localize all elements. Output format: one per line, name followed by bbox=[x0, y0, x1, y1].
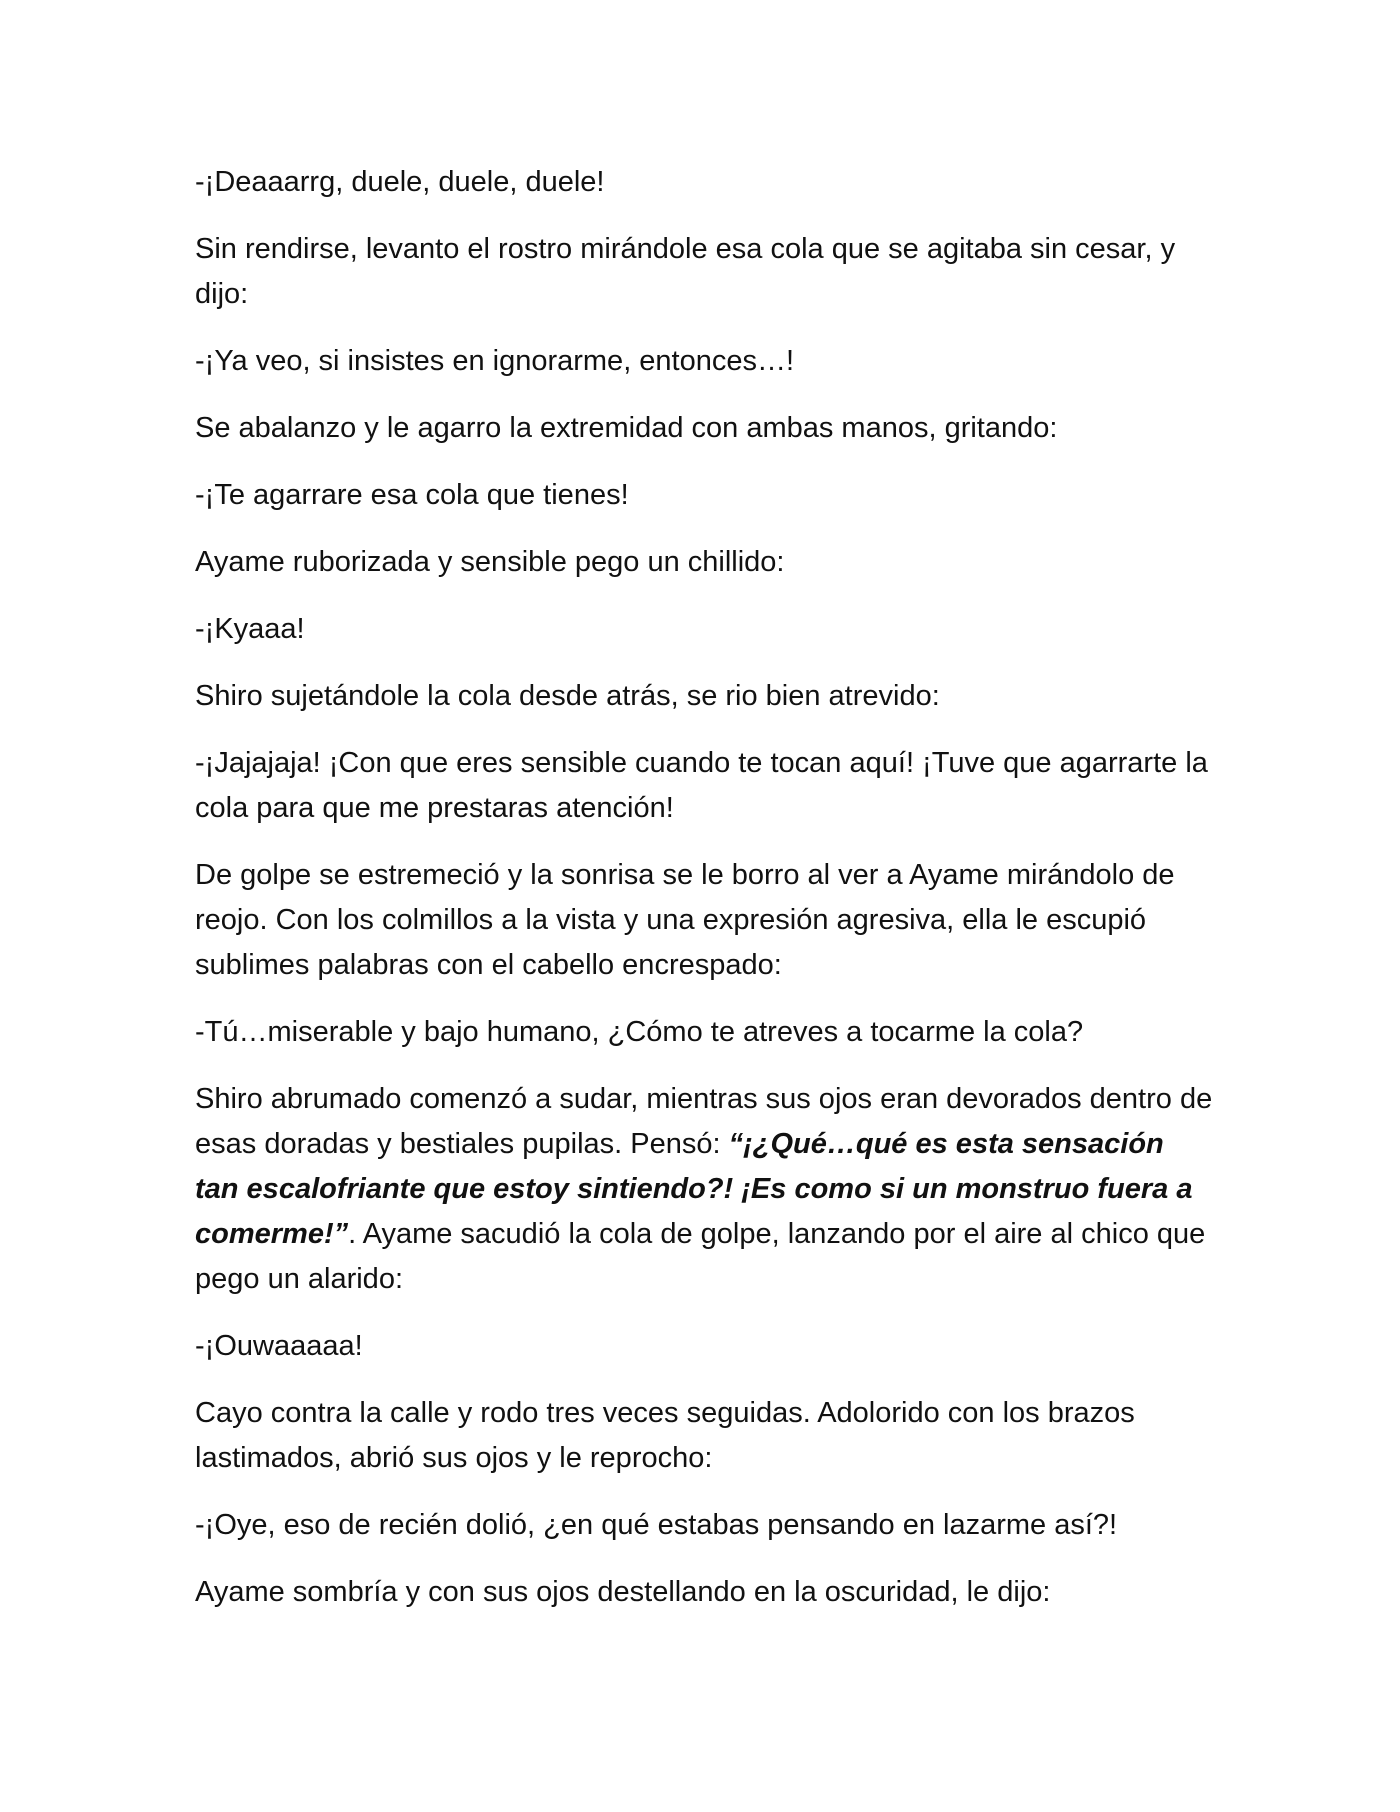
paragraph: -¡Kyaaa! bbox=[195, 613, 305, 645]
paragraph-text: . Ayame sacudió la cola de golpe, lanzando por el aire al chico que pego un alarido: bbox=[195, 1218, 1206, 1295]
paragraph: -Tú…miserable y bajo humano, ¿Cómo te atreves a tocarme la cola? bbox=[195, 1016, 1084, 1048]
paragraph: -¡Ya veo, si insistes en ignorarme, entonces…! bbox=[195, 345, 795, 377]
paragraph: Ayame ruborizada y sensible pego un chillido: bbox=[195, 546, 785, 578]
paragraph: Sin rendirse, levanto el rostro mirándole esa cola que se agitaba sin cesar, y dijo: bbox=[195, 233, 1176, 310]
document-body bbox=[195, 160, 1215, 1637]
paragraph: -¡Ouwaaaaa! bbox=[195, 1330, 363, 1362]
paragraph-text: Shiro abrumado comenzó a sudar, mientras sus ojos eran devorados dentro de esas doradas y bestiales pupilas. Pensó: bbox=[195, 1083, 1213, 1160]
paragraph: Ayame sombría y con sus ojos destellando en la oscuridad, le dijo: bbox=[195, 1576, 1051, 1608]
paragraph: -¡Deaaarrg, duele, duele, duele! bbox=[195, 166, 605, 198]
paragraph: Shiro sujetándole la cola desde atrás, se rio bien atrevido: bbox=[195, 680, 940, 712]
paragraph: Cayo contra la calle y rodo tres veces seguidas. Adolorido con los brazos lastimados, abrió sus ojos y le reprocho: bbox=[195, 1397, 1135, 1474]
paragraph: -¡Te agarrare esa cola que tienes! bbox=[195, 479, 629, 511]
paragraph: Se abalanzo y le agarro la extremidad con ambas manos, gritando: bbox=[195, 412, 1058, 444]
paragraph-with-thought bbox=[195, 1077, 1215, 1302]
inner-thought: “¡¿Qué…qué es esta sensación tan escalofriante que estoy sintiendo?! ¡Es como si un monstruo fuera a comerme!” bbox=[195, 1128, 1193, 1250]
paragraph: De golpe se estremeció y la sonrisa se le borro al ver a Ayame mirándolo de reojo. Con los colmillos a la vista y una expresión agresiva, ella le escupió sublimes palabras con el cabello encrespado: bbox=[195, 859, 1175, 981]
paragraph: -¡Oye, eso de recién dolió, ¿en qué estabas pensando en lazarme así?! bbox=[195, 1509, 1118, 1541]
paragraph: -¡Jajajaja! ¡Con que eres sensible cuando te tocan aquí! ¡Tuve que agarrarte la cola para que me prestaras atención! bbox=[195, 747, 1208, 824]
